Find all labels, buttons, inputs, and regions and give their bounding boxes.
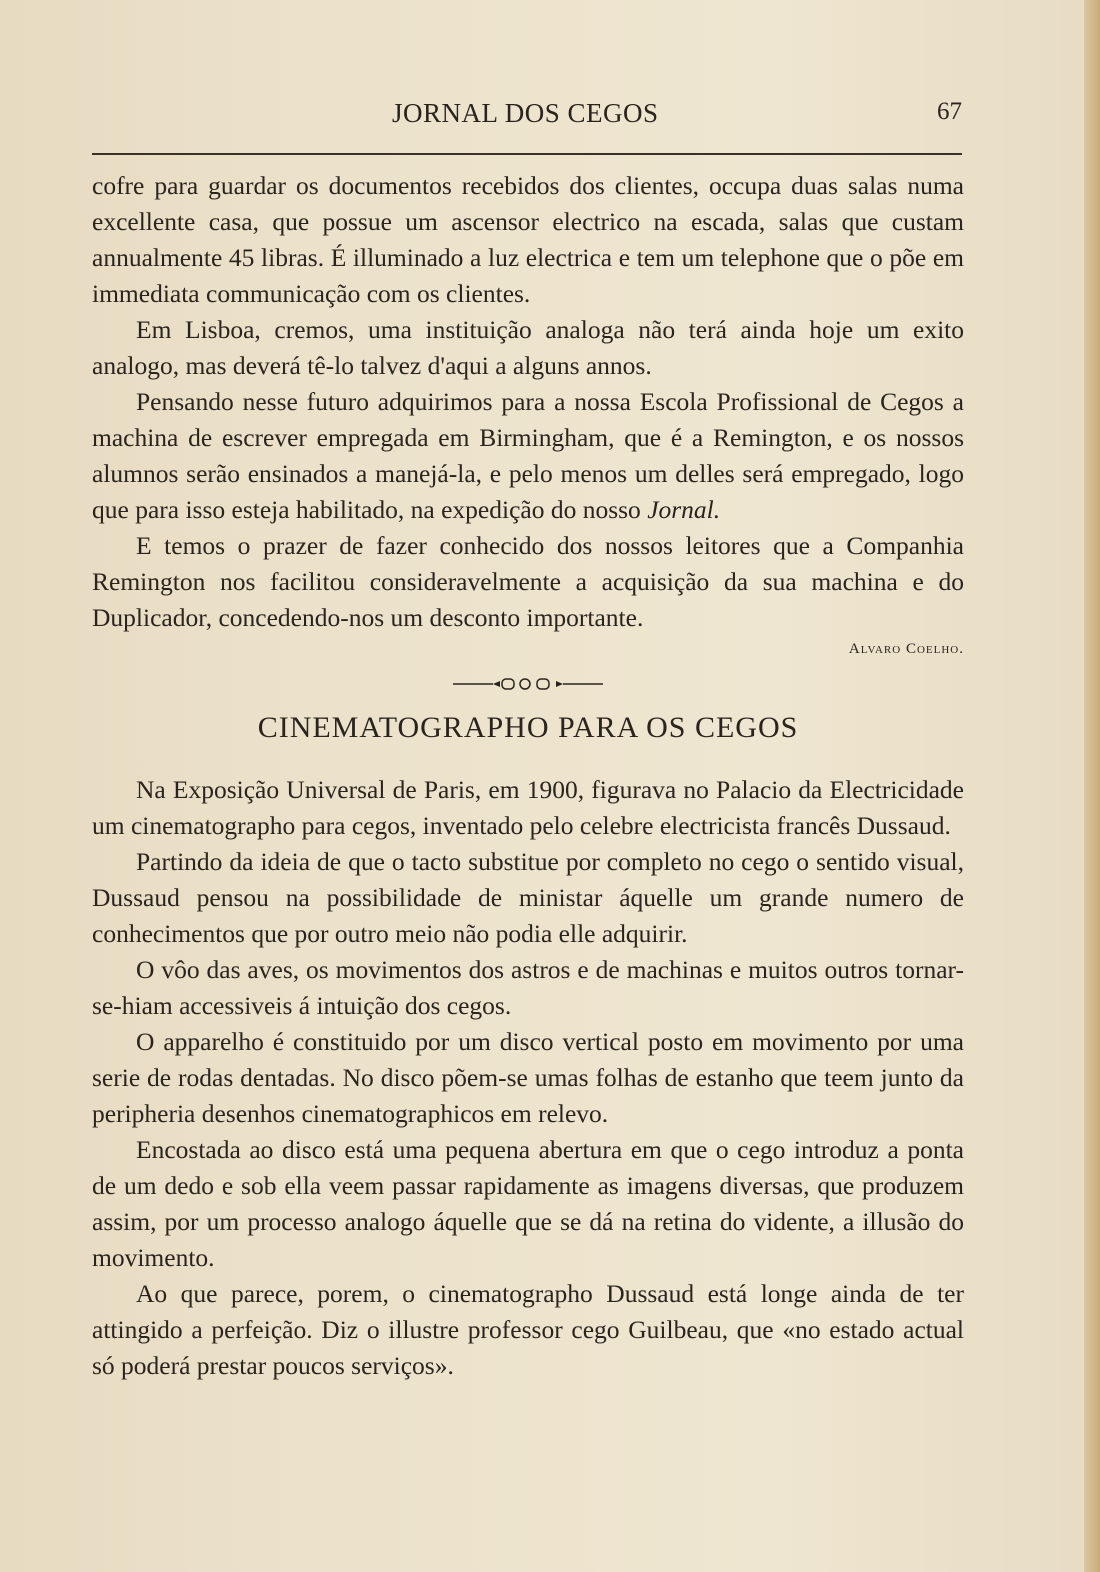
page-number: 67: [937, 98, 962, 125]
ornament-divider-icon: [92, 668, 964, 688]
article-1-paragraph-4: E temos o prazer de fazer conhecido dos nossos leitores que a Companhia Remington nos facilitou consideravelmente a acquisição da sua machina e do Duplicador, concedendo-nos um desconto importante.: [92, 531, 964, 632]
main-text: [92, 168, 964, 1384]
article-2-paragraph: O vôo das aves, os movimentos dos astros e de machinas e muitos outros tornar-se-hiam accessiveis á intuição dos cegos.: [92, 955, 964, 1020]
article-1-paragraph-1: cofre para guardar os documentos recebidos dos clientes, occupa duas salas numa excellente casa, que possue um ascensor electrico na escada, salas que custam annualmente 45 libras. É illuminado a luz electrica e tem um telephone que o põe em immediata communicação com os clientes.: [92, 171, 964, 308]
article-2-paragraph: Encostada ao disco está uma pequena abertura em que o cego introduz a ponta de um dedo e sob ella veem passar rapidamente as imagens diversas, que produzem assim, por um processo analogo áquelle que se dá na retina do vidente, a illusão do movimento.: [92, 1135, 964, 1272]
article-2-paragraph: O apparelho é constituido por um disco vertical posto em movimento por uma serie de rodas dentadas. No disco põem-se umas folhas de estanho que teem junto da peripheria desenhos cinematographicos em relevo.: [92, 1027, 964, 1128]
author-signature: Alvaro Coelho.: [848, 641, 964, 657]
page-header: [92, 98, 962, 138]
article-1-paragraph-3-text: Pensando nesse futuro adquirimos para a nossa Escola Profissional de Cegos a machina de escrever empregada em Birmingham, que é a Remington, e os nossos alumnos serão ensinados a manejá-la, e pelo menos um delles será empregado, logo que para isso esteja habilitado, na expedição do nosso: [92, 387, 964, 524]
page-edge: [1084, 0, 1100, 1572]
article-1-paragraph-2: Em Lisboa, cremos, uma instituição analoga não terá ainda hoje um exito analogo, mas deverá tê-lo talvez d'aqui a alguns annos.: [92, 315, 964, 380]
article-2-paragraph: Na Exposição Universal de Paris, em 1900, figurava no Palacio da Electricidade um cinematographo para cegos, inventado pelo celebre electricista francês Dussaud.: [92, 775, 964, 840]
article-1-paragraph-3: [92, 384, 964, 528]
article-2-title: CINEMATOGRAPHO PARA OS CEGOS: [257, 711, 799, 744]
article-2-paragraph: Partindo da ideia de que o tacto substitue por completo no cego o sentido visual, Dussaud pensou na possibilidade de ministar áquelle um grande numero de conhecimentos que por outro meio não podia elle adquirir.: [92, 847, 964, 948]
article-2-body: [92, 772, 964, 1384]
running-title: JORNAL DOS CEGOS: [392, 98, 659, 128]
header-rule: [92, 153, 962, 155]
jornal-italic: Jornal.: [647, 495, 721, 524]
article-2-paragraph: Ao que parece, porem, o cinematographo Dussaud está longe ainda de ter attingido a perfeição. Diz o illustre professor cego Guilbeau, que «no estado actual só poderá prestar poucos serviços».: [92, 1279, 964, 1380]
